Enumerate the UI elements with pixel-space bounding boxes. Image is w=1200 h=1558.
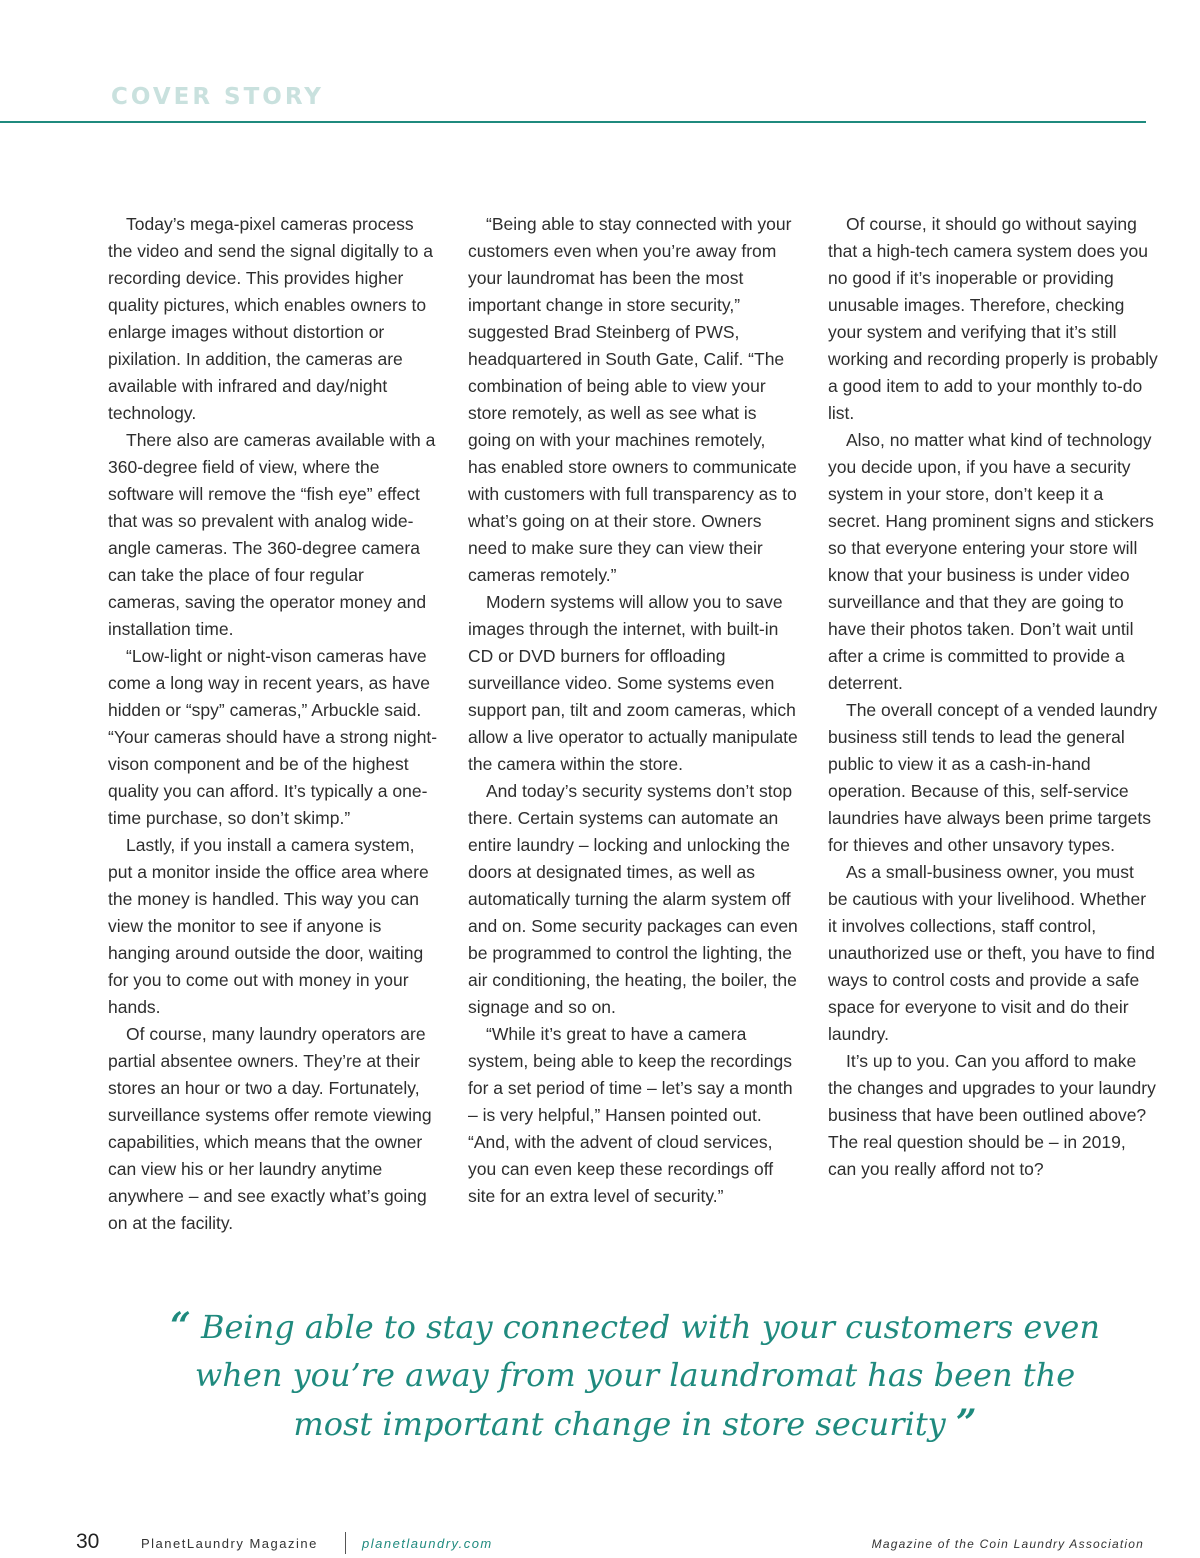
paragraph: The overall concept of a vended laundry business still tends to lead the general public to view it as a cash-in-hand operation. Because of this, self-service laundries have always been prime targets for thieves and other unsavory types. — [828, 700, 1158, 855]
page-number: 30 — [76, 1530, 100, 1553]
paragraph: There also are cameras available with a 360-degree field of view, where the software will remove the “fish eye” effect that was so prevalent with analog wide-angle cameras. The 360-degree camera can take the place of four regular cameras, saving the operator money and installation time. — [108, 430, 436, 639]
paragraph: As a small-business owner, you must be cautious with your livelihood. Whether it involves collections, staff control, unauthorized use or theft, you have to find ways to control costs and provide a safe space for everyone to visit and do their laundry. — [828, 862, 1155, 1044]
article-column-1 — [108, 211, 438, 1237]
paragraph: Of course, many laundry operators are partial absentee owners. They’re at their stores an hour or two a day. Fortunately, surveillance systems offer remote viewing capabilities, which means that the owner can view his or her laundry anytime anywhere – and see exactly what’s going on at the facility. — [108, 1024, 432, 1233]
section-label: COVER STORY — [111, 84, 324, 110]
paragraph: “Being able to stay connected with your customers even when you’re away from your laundromat has been the most important change in store security,” suggested Brad Steinberg of PWS, headquartered in South Gate, Calif. “The combination of being able to view your store remotely, as well as see what is going on with your machines remotely, has enabled store owners to communicate with customers with full transparency as to what’s going on at their store. Owners need to make sure they can view their cameras remotely.” — [468, 214, 797, 585]
article-column-3 — [828, 211, 1158, 1183]
pull-quote — [160, 1302, 1110, 1448]
magazine-name: PlanetLaundry Magazine — [141, 1536, 318, 1551]
close-quote-mark: ” — [955, 1402, 977, 1444]
footer-tagline: Magazine of the Coin Laundry Association — [871, 1537, 1144, 1551]
paragraph: Lastly, if you install a camera system, put a monitor inside the office area where the money is handled. This way you can view the monitor to see if anyone is hanging around outside the door, waiting for you to come out with money in your hands. — [108, 835, 429, 1017]
footer-divider — [345, 1532, 346, 1554]
site-link[interactable]: planetlaundry.com — [362, 1536, 493, 1551]
paragraph: Today’s mega-pixel cameras process the video and send the signal digitally to a recording device. This provides higher quality pictures, which enables owners to enlarge images without distortion or pixilation. In addition, the cameras are available with infrared and day/night technology. — [108, 214, 433, 423]
paragraph: Modern systems will allow you to save images through the internet, with built-in CD or DVD burners for offloading surveillance video. Some systems even support pan, tilt and zoom cameras, which allow a live operator to actually manipulate the camera within the store. — [468, 592, 798, 774]
paragraph: “Low-light or night-vison cameras have come a long way in recent years, as have hidden or “spy” cameras,” Arbuckle said. “Your cameras should have a strong night-vison component and be of the highest quality you can afford. It’s typically a one-time purchase, so don’t skimp.” — [108, 646, 438, 828]
paragraph: It’s up to you. Can you afford to make the changes and upgrades to your laundry business that have been outlined above? The real question should be – in 2019, can you really afford not to? — [828, 1051, 1156, 1179]
paragraph: “While it’s great to have a camera system, being able to keep the recordings for a set period of time – let’s say a month – is very helpful,” Hansen pointed out. “And, with the advent of cloud services, you can even keep these recordings off site for an extra level of security.” — [468, 1024, 793, 1206]
header-rule — [0, 121, 1146, 123]
paragraph: Of course, it should go without saying that a high-tech camera system does you no good if it’s inoperable or providing unusable images. Therefore, checking your system and verifying that it’s still working and recording properly is probably a good item to add to your monthly to-do list. — [828, 214, 1158, 423]
paragraph: And today’s security systems don’t stop there. Certain systems can automate an entire laundry – locking and unlocking the doors at designated times, as well as automatically turning the alarm system off and on. Some security packages can even be programmed to control the lighting, the air conditioning, the heating, the boiler, the signage and so on. — [468, 781, 798, 1017]
pull-quote-text: Being able to stay connected with your customers even when you’re away from your laundromat has been the most important change in store security — [194, 1308, 1100, 1443]
article-column-2 — [468, 211, 798, 1210]
open-quote-mark: “ — [170, 1305, 191, 1347]
paragraph: Also, no matter what kind of technology you decide upon, if you have a security system in your store, don’t keep it a secret. Hang prominent signs and stickers so that everyone entering your store will know that your business is under video surveillance and that they are going to have their photos taken. Don’t wait until after a crime is committed to provide a deterrent. — [828, 430, 1154, 693]
